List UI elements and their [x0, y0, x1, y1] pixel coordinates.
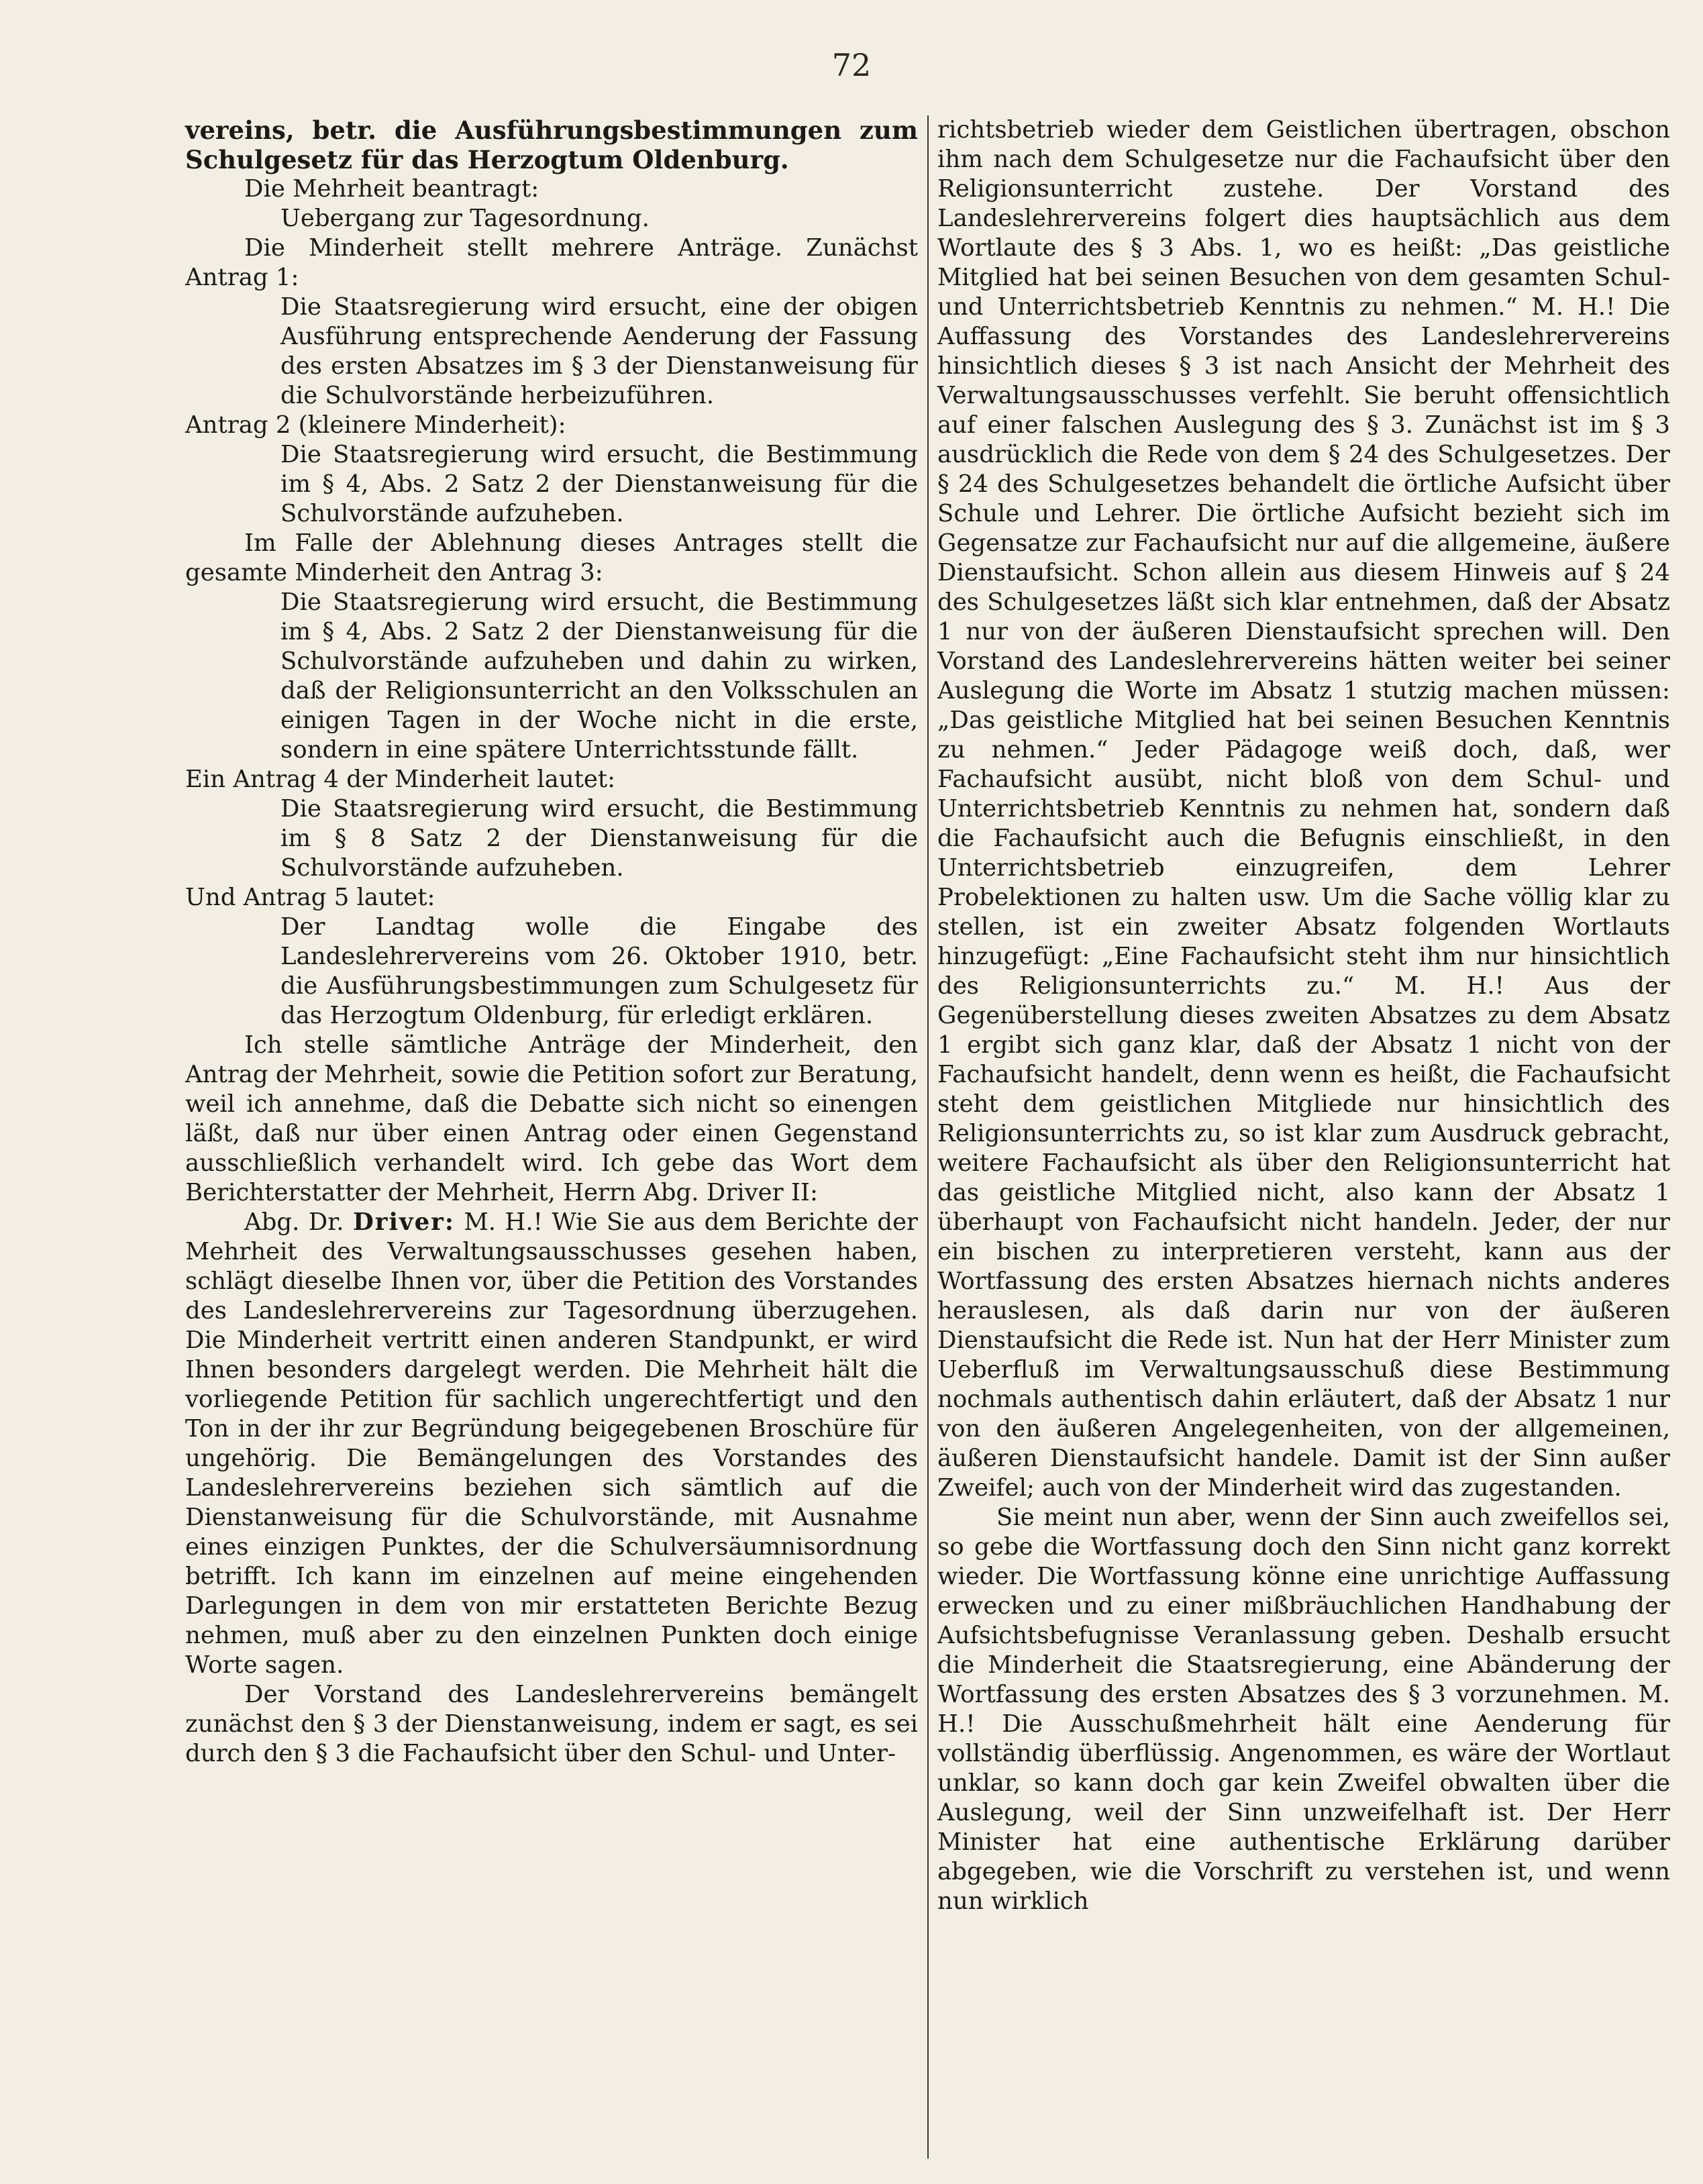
paragraph: Im Falle der Ablehnung dieses Antrages stellt die gesamte Minderheit den Antrag 3: — [185, 529, 918, 586]
motion-text: Die Staatsregierung wird ersucht, die Bestimmung im § 8 Satz 2 der Dienstanweisung für die Schulvorstände aufzuheben. — [280, 795, 918, 882]
paragraph: Ich stelle sämtliche Anträge der Minderheit, den Antrag der Mehrheit, sowie die Petition sofort zur Beratung, weil ich annehme, daß die Debatte sich nicht so einengen läßt, daß nur über einen Antrag oder einen Gegenstand ausschließlich verhandelt wird. Ich gebe das Wort dem Berichterstatter der Mehrheit, Herrn Abg. Driver II: — [185, 1031, 918, 1206]
paragraph: Der Vorstand des Landeslehrervereins bemängelt zunächst den § 3 der Dienstanweisung, indem er sagt, es sei durch den § 3 die Fachaufsicht über den Schul- und Unter- — [185, 1681, 918, 1767]
motion-text: Uebergang zur Tagesordnung. — [280, 205, 650, 232]
left-column — [185, 115, 918, 1769]
paragraph: Die Minderheit stellt mehrere Anträge. Zunächst Antrag 1: — [185, 234, 918, 291]
paragraph: Und Antrag 5 lautet: — [185, 884, 435, 911]
motion-text: Die Staatsregierung wird ersucht, die Bestimmung im § 4, Abs. 2 Satz 2 der Dienstanweisung für die Schulvorstände aufzuheben und dahin zu wirken, daß der Religionsunterricht an den Volksschulen an einigen Tagen in der Woche nicht in die erste, sondern in eine spätere Unterrichtsstunde fällt. — [280, 588, 918, 764]
speech-paragraph — [185, 1208, 918, 1680]
motion-text: Der Landtag wolle die Eingabe des Landeslehrervereins vom 26. Oktober 1910, betr. die Ausführungsbestimmungen zum Schulgesetz für das Herzogtum Oldenburg, für erledigt erklären. — [280, 913, 918, 1029]
page-number: 72 — [831, 47, 872, 83]
paragraph: richtsbetrieb wieder dem Geistlichen übertragen, obschon ihm nach dem Schulgesetze nur die Fachaufsicht über den Religionsunterricht zustehe. Der Vorstand des Landeslehrervereins folgert dies hauptsächlich aus dem Wortlaute des § 3 Abs. 1, wo es heißt: „Das geistliche Mitglied hat bei seinen Besuchen von dem gesamten Schul- und Unterrichtsbetrieb Kenntnis zu nehmen.“ M. H.! Die Auffassung des Vorstandes des Landeslehrervereins hinsichtlich dieses § 3 ist nach Ansicht der Mehrheit des Verwaltungsausschusses verfehlt. Sie beruht offensichtlich auf einer falschen Auslegung des § 3. Zunächst ist im § 3 ausdrücklich die Rede von dem § 24 des Schulgesetzes. Der § 24 des Schulgesetzes behandelt die örtliche Aufsicht über Schule und Lehrer. Die örtliche Aufsicht bezieht sich im Gegensatze zur Fachaufsicht nur auf die allgemeine, äußere Dienstaufsicht. Schon allein aus diesem Hinweis auf § 24 des Schulgesetzes läßt sich klar entnehmen, daß der Absatz 1 nur von der äußeren Dienstaufsicht sprechen will. Den Vorstand des Landeslehrervereins hätten weiter bei seiner Auslegung die Worte im Absatz 1 stutzig machen müssen: „Das geistliche Mitglied hat bei seinen Besuchen Kenntnis zu nehmen.“ Jeder Pädagoge weiß doch, daß, wer Fachaufsicht ausübt, nicht bloß von dem Schul- und Unterrichtsbetrieb Kenntnis zu nehmen hat, sondern daß die Fachaufsicht auch die Befugnis einschließt, in den Unterrichtsbetrieb einzugreifen, dem Lehrer Probelektionen zu halten usw. Um die Sache völlig klar zu stellen, ist ein zweiter Absatz folgenden Wortlauts hinzugefügt: „Eine Fachaufsicht steht ihm nur hinsichtlich des Religionsunterrichts zu.“ M. H.! Aus der Gegenüberstellung dieses zweiten Absatzes zu dem Absatz 1 ergibt sich ganz klar, daß der Absatz 1 nicht von der Fachaufsicht handelt, denn wenn es heißt, die Fachaufsicht steht dem geistlichen Mitgliede nur hinsichtlich des Religionsunterrichts zu, so ist klar zum Ausdruck gebracht, weitere Fachaufsicht als über den Religionsunterricht hat das geistliche Mitglied nicht, also kann der Absatz 1 überhaupt von Fachaufsicht nicht handeln. Jeder, der nur ein bischen zu interpretieren versteht, kann aus der Wortfassung des ersten Absatzes hiernach nichts anderes herauslesen, als daß darin nur von der äußeren Dienstaufsicht die Rede ist. Nun hat der Herr Minister zum Ueberfluß im Verwaltungsausschuß diese Bestimmung nochmals authentisch dahin erläutert, daß der Absatz 1 nur von den äußeren Angelegenheiten, von der allgemeinen, äußeren Dienstaufsicht handele. Damit ist der Sinn außer Zweifel; auch von der Minderheit wird das zugestanden. — [937, 116, 1670, 1502]
paragraph: Sie meint nun aber, wenn der Sinn auch zweifellos sei, so gebe die Wortfassung doch den Sinn nicht ganz korrekt wieder. Die Wortfassung könne eine unrichtige Auffassung erwecken und zu einer mißbräuchlichen Handhabung der Aufsichtsbefugnisse Veranlassung geben. Deshalb ersucht die Minderheit die Staatsregierung, eine Abänderung der Wortfassung des ersten Absatzes des § 3 vorzunehmen. M. H.! Die Ausschußmehrheit hält eine Aenderung für vollständig überflüssig. Angenommen, es wäre der Wortlaut unklar, so kann doch gar kein Zweifel obwalten über die Auslegung, weil der Sinn unzweifelhaft ist. Der Herr Minister hat eine authentische Erklärung darüber abgegeben, wie die Vorschrift zu verstehen ist, und wenn nun wirklich — [937, 1504, 1670, 1915]
right-column — [937, 115, 1670, 1916]
paragraph: Antrag 2 (kleinere Minderheit): — [185, 411, 566, 439]
speech-text: M. H.! Wie Sie aus dem Berichte der Mehrheit des Verwaltungsausschusses gesehen haben, schlägt dieselbe Ihnen vor, über die Petition des Vorstandes des Landeslehrervereins zur Tagesordnung überzugehen. Die Minderheit vertritt einen anderen Standpunkt, er wird Ihnen besonders dargelegt werden. Die Mehrheit hält die vorliegende Petition für sachlich ungerechtfertigt und den Ton in der ihr zur Begründung beigegebenen Broschüre für ungehörig. Die Bemängelungen des Vorstandes des Landeslehrervereins beziehen sich sämtlich auf die Dienstanweisung für die Schulvorstände, mit Ausnahme eines einzigen Punktes, der die Schulversäumnisordnung betrifft. Ich kann im einzelnen auf meine eingehenden Darlegungen in dem von mir erstatteten Berichte Bezug nehmen, muß aber zu den einzelnen Punkten doch einige Worte sagen. — [185, 1208, 918, 1679]
paragraph: Ein Antrag 4 der Minderheit lautet: — [185, 766, 616, 793]
paragraph: Die Mehrheit beantragt: — [244, 175, 539, 203]
column-divider — [927, 115, 929, 2159]
motion-text: Die Staatsregierung wird ersucht, eine der obigen Ausführung entsprechende Aenderung der Fassung des ersten Absatzes im § 3 der Dienstanweisung für die Schulvorstände herbeizuführen. — [280, 293, 918, 409]
speaker-name: Driver: — [352, 1208, 455, 1236]
motion-text: Die Staatsregierung wird ersucht, die Bestimmung im § 4, Abs. 2 Satz 2 der Dienstanweisung für die Schulvorstände aufzuheben. — [280, 441, 918, 527]
section-heading: vereins, betr. die Ausführungsbestimmungen zum Schulgesetz für das Herzogtum Oldenburg. — [185, 115, 918, 174]
speaker-prefix: Abg. Dr. — [244, 1208, 353, 1236]
